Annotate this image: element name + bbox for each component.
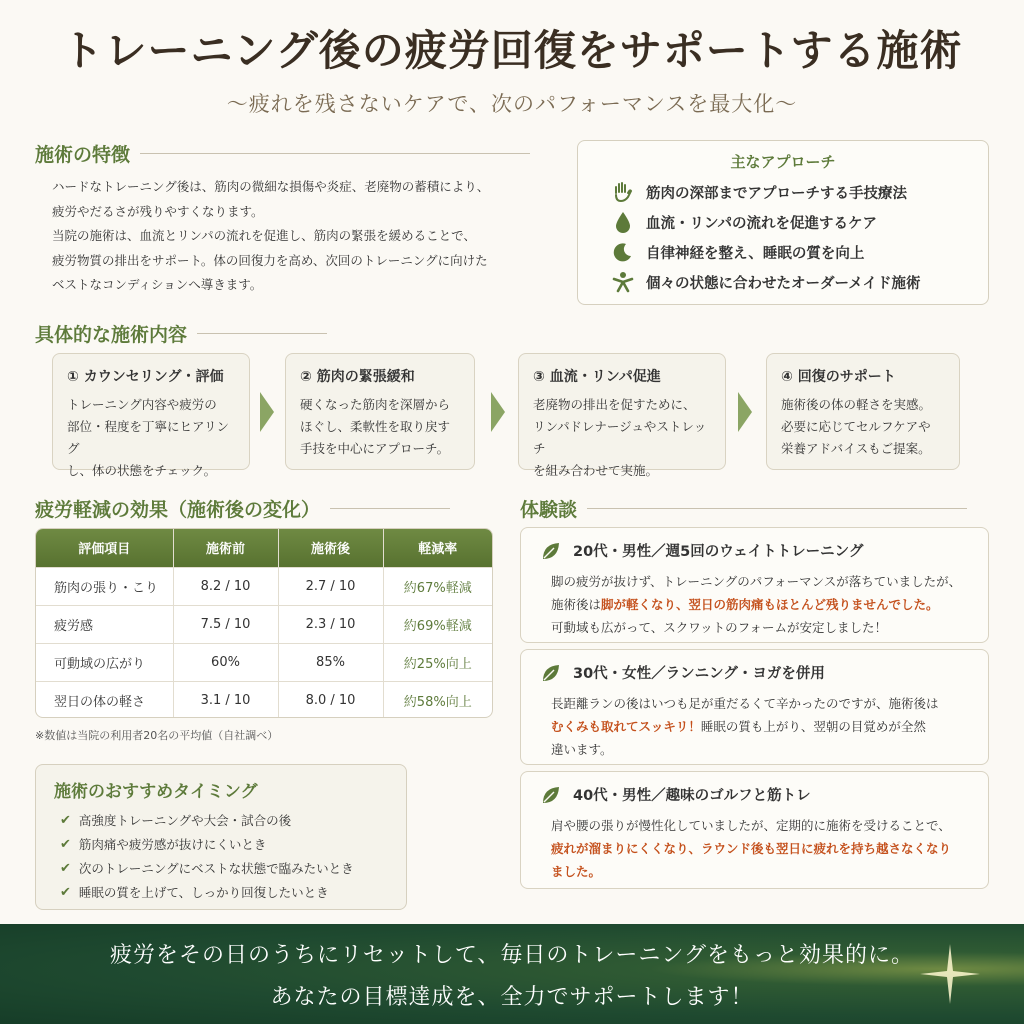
timing-box bbox=[35, 764, 407, 910]
features-description: ハードなトレーニング後は、筋肉の微細な損傷や炎症、老廃物の蓄積により、 疲労やだるさが残りやすくなります。 当院の施術は、血流とリンパの流れを促進し、筋肉の緊張を緩めることで、 疲労物質の排出をサポート。体の回復力を高め、次回のトレーニングに向けた ベストなコンディションへ導きます。 bbox=[52, 179, 490, 292]
approach-item: 筋肉の深部までアプローチする手技療法 bbox=[610, 181, 907, 203]
approach-item: 血流・リンパの流れを促進するケア bbox=[610, 211, 877, 233]
list-item: ✔ 次のトレーニングにベストな状態で臨みたいとき bbox=[60, 860, 354, 876]
divider bbox=[140, 153, 530, 154]
page-title: トレーニング後の疲労回復をサポートする施術 bbox=[61, 26, 963, 75]
chevron-right-icon bbox=[257, 390, 277, 434]
table-header-row: 評価項目 施術前 施術後 軽減率 bbox=[36, 529, 492, 567]
effects-heading: 疲労軽減の効果（施術後の変化） bbox=[35, 495, 450, 522]
steps-heading: 具体的な施術内容 bbox=[35, 320, 327, 347]
drop-icon bbox=[610, 211, 636, 233]
testimonial-card: 20代・男性／週5回のウェイトトレーニング 脚の疲労が抜けず、トレーニングのパフォーマンスが落ちていましたが、 施術後は脚が軽くなり、翌日の筋肉痛もほとんど残りませんでした。 可動域も広がって、スクワットのフォームが安定しました！ bbox=[520, 527, 989, 643]
table-row: 疲労感 7.5 / 10 2.3 / 10 約69%軽減 bbox=[36, 605, 492, 643]
divider bbox=[197, 333, 327, 334]
table-note: ※数値は当院の利用者20名の平均値（自社調べ） bbox=[35, 729, 279, 742]
person-icon bbox=[610, 271, 636, 293]
check-icon: ✔ bbox=[60, 884, 71, 900]
table-row: 可動域の広がり 60% 85% 約25%向上 bbox=[36, 643, 492, 681]
features-heading: 施術の特徴 bbox=[35, 140, 530, 167]
leaf-icon bbox=[541, 785, 561, 805]
approach-title: 主なアプローチ bbox=[730, 153, 836, 171]
list-item: ✔ 高強度トレーニングや大会・試合の後 bbox=[60, 812, 292, 828]
timing-title: 施術のおすすめタイミング bbox=[54, 782, 258, 802]
leaf-icon bbox=[541, 663, 561, 683]
divider bbox=[587, 508, 967, 509]
testimonial-card: 30代・女性／ランニング・ヨガを併用 長距離ランの後はいつも足が重だるくて辛かったのですが、施術後は むくみも取れてスッキリ！睡眠の質も上がり、翌朝の目覚めが全然 違います。 bbox=[520, 649, 989, 765]
testimonial-card: 40代・男性／趣味のゴルフと筋トレ 肩や腰の張りが慢性化していましたが、定期的に施術を受けることで、 疲れが溜まりにくくなり、ラウンド後も翌日に疲れを持ち越さなくなり ました。 bbox=[520, 771, 989, 889]
step-card: ④ 回復のサポート 施術後の体の軽さを実感。 必要に応じてセルフケアや 栄養アドバイスもご提案。 bbox=[766, 353, 960, 470]
approach-item: 自律神経を整え、睡眠の質を向上 bbox=[610, 241, 864, 263]
testimonials-heading: 体験談 bbox=[520, 495, 967, 522]
check-icon: ✔ bbox=[60, 836, 71, 852]
table-row: 筋肉の張り・こり 8.2 / 10 2.7 / 10 約67%軽減 bbox=[36, 567, 492, 605]
effects-table bbox=[35, 528, 493, 718]
page-subtitle: 〜疲れを残さないケアで、次のパフォーマンスを最大化〜 bbox=[226, 92, 798, 116]
step-card: ② 筋肉の緊張緩和 硬くなった筋肉を深層から ほぐし、柔軟性を取り戻す 手技を中心にアプローチ。 bbox=[285, 353, 475, 470]
step-card: ③ 血流・リンパ促進 老廃物の排出を促すために、 リンパドレナージュやストレッチ を組み合わせて実施。 bbox=[518, 353, 726, 470]
footer-line-1: 疲労をその日のうちにリセットして、毎日のトレーニングをもっと効果的に。 bbox=[110, 943, 914, 968]
chevron-right-icon bbox=[735, 390, 755, 434]
moon-icon bbox=[610, 241, 636, 263]
table-row: 翌日の体の軽さ 3.1 / 10 8.0 / 10 約58%向上 bbox=[36, 681, 492, 718]
list-item: ✔ 筋肉痛や疲労感が抜けにくいとき bbox=[60, 836, 267, 852]
check-icon: ✔ bbox=[60, 860, 71, 876]
hand-icon bbox=[610, 181, 636, 203]
footer-banner bbox=[0, 924, 1024, 1024]
list-item: ✔ 睡眠の質を上げて、しっかり回復したいとき bbox=[60, 884, 329, 900]
leaf-icon bbox=[541, 541, 561, 561]
check-icon: ✔ bbox=[60, 812, 71, 828]
approach-box bbox=[577, 140, 989, 305]
divider bbox=[330, 508, 450, 509]
footer-line-2: あなたの目標達成を、全力でサポートします！ bbox=[270, 985, 754, 1010]
chevron-right-icon bbox=[488, 390, 508, 434]
step-card: ① カウンセリング・評価 トレーニング内容や疲労の 部位・程度を丁寧にヒアリング し、体の状態をチェック。 bbox=[52, 353, 250, 470]
approach-item: 個々の状態に合わせたオーダーメイド施術 bbox=[610, 271, 920, 293]
